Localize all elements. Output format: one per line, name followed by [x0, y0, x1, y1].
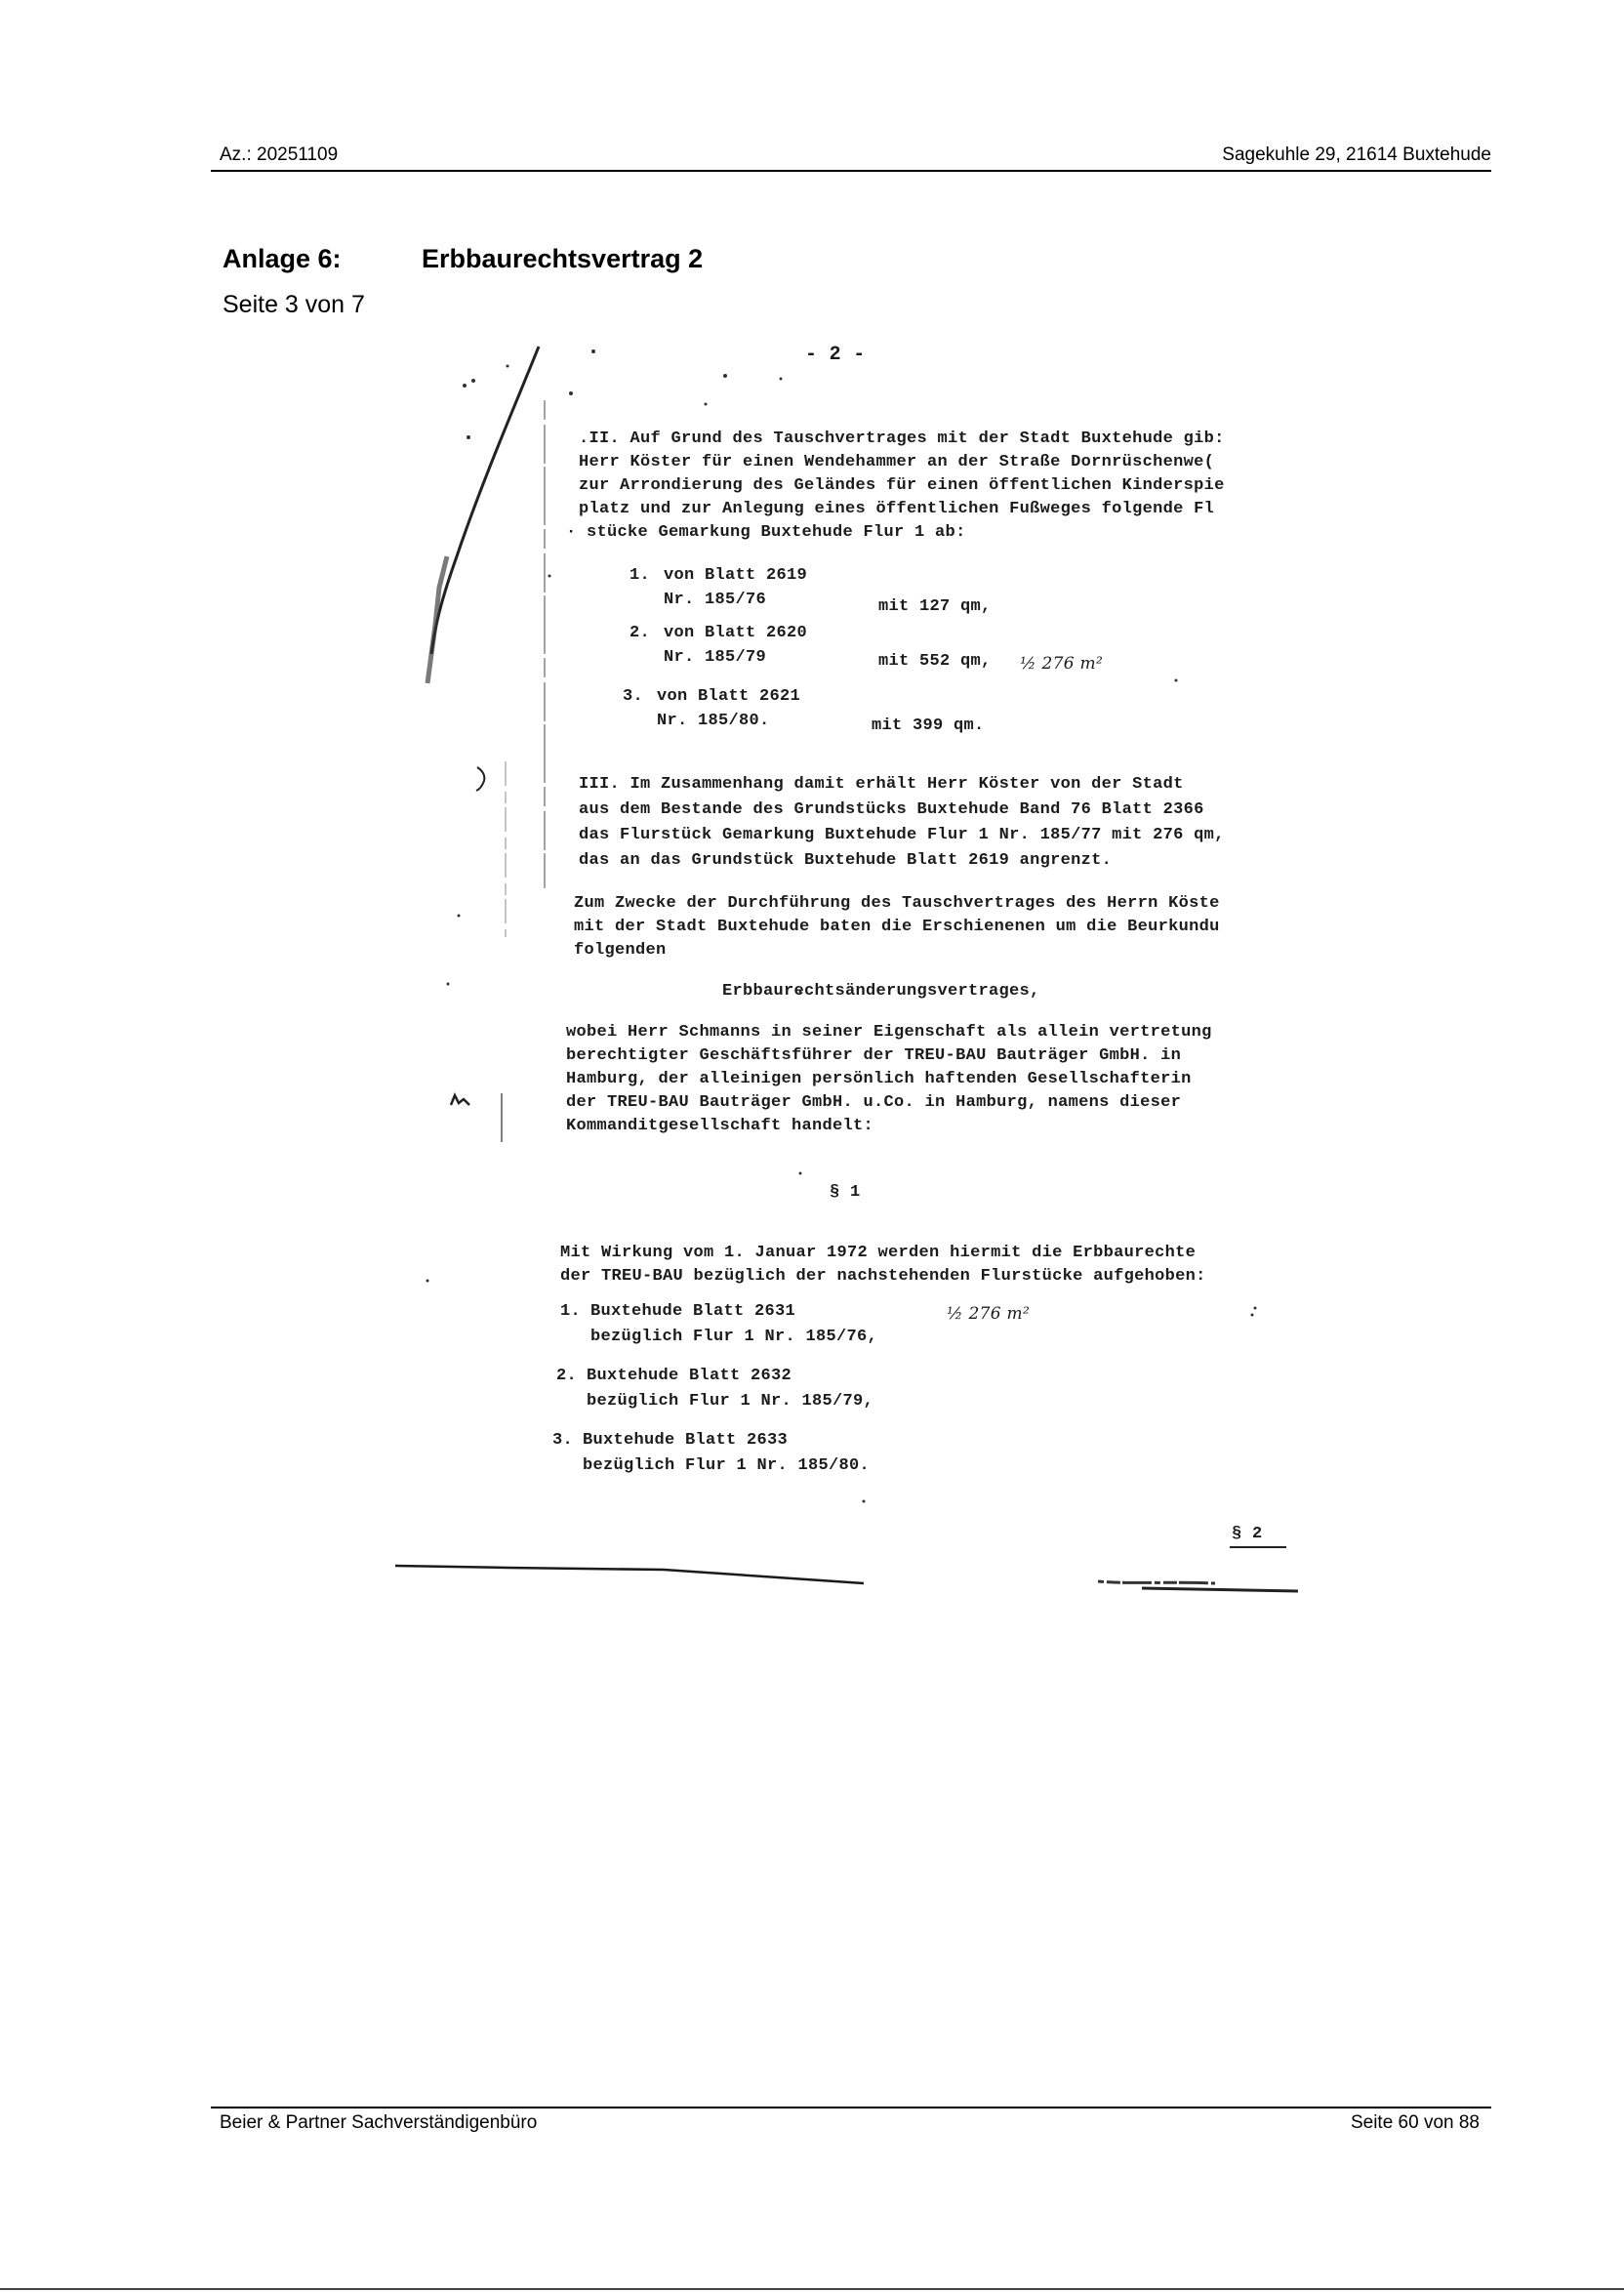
- para1-item-3-number: 3.: [552, 1431, 574, 1450]
- annex-page-count: Seite 3 von 7: [223, 291, 365, 318]
- section-iii-line-1: III. Im Zusammenhang damit erhält Herr Köster von der Stadt: [579, 775, 1184, 794]
- para1-item-2-line-2: bezüglich Flur 1 Nr. 185/79,: [587, 1392, 874, 1411]
- parcel-3-area: mit 399 qm.: [872, 716, 985, 735]
- purpose-line-1: Zum Zwecke der Durchführung des Tauschvertrages des Herrn Köste: [574, 894, 1220, 913]
- parcel-2-number: 2.: [629, 624, 651, 642]
- scanned-contract-page: [371, 332, 1327, 1601]
- purpose-line-3: folgenden: [574, 941, 667, 960]
- annex-title: Erbbaurechtsvertrag 2: [422, 244, 704, 273]
- parcel-3-blatt: von Blatt 2621: [657, 687, 801, 706]
- parcel-1-nr: Nr. 185/76: [664, 591, 767, 609]
- schmanns-line-5: Kommanditgesellschaft handelt:: [566, 1117, 874, 1135]
- paragraph-1-line-1: Mit Wirkung vom 1. Januar 1972 werden hiermit die Erbbaurechte: [560, 1244, 1197, 1262]
- section-iii-line-2: aus dem Bestande des Grundstücks Buxtehude Band 76 Blatt 2366: [579, 800, 1204, 819]
- contract-title: Erbbaurechtsänderungsvertrages,: [722, 982, 1040, 1001]
- section-ii-line-3: zur Arrondierung des Geländes für einen öffentlichen Kinderspie: [579, 476, 1225, 495]
- header-rule: [211, 170, 1491, 172]
- case-number: Az.: 20251109: [220, 144, 339, 165]
- schmanns-line-3: Hamburg, der alleinigen persönlich haftenden Gesellschafterin: [566, 1070, 1192, 1088]
- para1-item-1-number: 1.: [560, 1302, 582, 1321]
- para1-item-1-line-2: bezüglich Flur 1 Nr. 185/76,: [590, 1328, 878, 1346]
- paragraph-2-heading: § 2: [1232, 1525, 1263, 1543]
- schmanns-line-4: der TREU-BAU Bauträger GmbH. u.Co. in Hamburg, namens dieser: [566, 1093, 1182, 1112]
- footer-company: Beier & Partner Sachverständigenbüro: [220, 2112, 538, 2133]
- schmanns-line-2: berechtigter Geschäftsführer der TREU-BAU Bauträger GmbH. in: [566, 1046, 1182, 1065]
- section-iii-line-4: das an das Grundstück Buxtehude Blatt 2619 angrenzt.: [579, 851, 1113, 870]
- para1-handwritten-note: ½ 276 m²: [947, 1304, 1031, 1324]
- section-ii-line-5: · stücke Gemarkung Buxtehude Flur 1 ab:: [566, 523, 966, 542]
- section-ii-line-2: Herr Köster für einen Wendehammer an der Straße Dornrüschenwe(: [579, 453, 1215, 471]
- page-marker: - 2 -: [805, 344, 866, 366]
- annex-label: Anlage 6:: [223, 244, 342, 273]
- paragraph-1-line-2: der TREU-BAU bezüglich der nachstehenden Flurstücke aufgehoben:: [560, 1267, 1206, 1286]
- para1-item-2-number: 2.: [556, 1367, 578, 1385]
- paragraph-1-heading: § 1: [830, 1183, 861, 1202]
- scan-artifacts: [371, 332, 1327, 1601]
- parcel-1-number: 1.: [629, 566, 651, 585]
- para1-item-2-line-1: Buxtehude Blatt 2632: [587, 1367, 792, 1385]
- parcel-3-number: 3.: [623, 687, 644, 706]
- parcel-2-nr: Nr. 185/79: [664, 648, 767, 667]
- para1-item-3-line-1: Buxtehude Blatt 2633: [583, 1431, 789, 1450]
- parcel-1-blatt: von Blatt 2619: [664, 566, 808, 585]
- schmanns-line-1: wobei Herr Schmanns in seiner Eigenschaft als allein vertretung: [566, 1023, 1212, 1042]
- section-iii-line-3: das Flurstück Gemarkung Buxtehude Flur 1 Nr. 185/77 mit 276 qm,: [579, 826, 1225, 844]
- property-address: Sagekuhle 29, 21614 Buxtehude: [1222, 144, 1491, 165]
- parcel-2-area: mit 552 qm,: [878, 652, 992, 671]
- page-bottom-border: [0, 2288, 1624, 2290]
- purpose-line-2: mit der Stadt Buxtehude baten die Erschienenen um die Beurkundu: [574, 918, 1220, 936]
- footer-page-number: Seite 60 von 88: [1350, 2112, 1480, 2133]
- section-ii-line-4: platz und zur Anlegung eines öffentlichen Fußweges folgende Fl: [579, 500, 1215, 518]
- para1-item-3-line-2: bezüglich Flur 1 Nr. 185/80.: [583, 1456, 871, 1475]
- parcel-2-blatt: von Blatt 2620: [664, 624, 808, 642]
- footer-rule: [211, 2107, 1491, 2108]
- para1-item-1-line-1: Buxtehude Blatt 2631: [590, 1302, 796, 1321]
- parcel-3-nr: Nr. 185/80.: [657, 712, 770, 730]
- section-ii-line-1: .II. Auf Grund des Tauschvertrages mit der Stadt Buxtehude gib:: [579, 430, 1225, 448]
- parcel-1-area: mit 127 qm,: [878, 597, 992, 616]
- parcel-2-handwritten-note: ½ 276 m²: [1020, 654, 1104, 674]
